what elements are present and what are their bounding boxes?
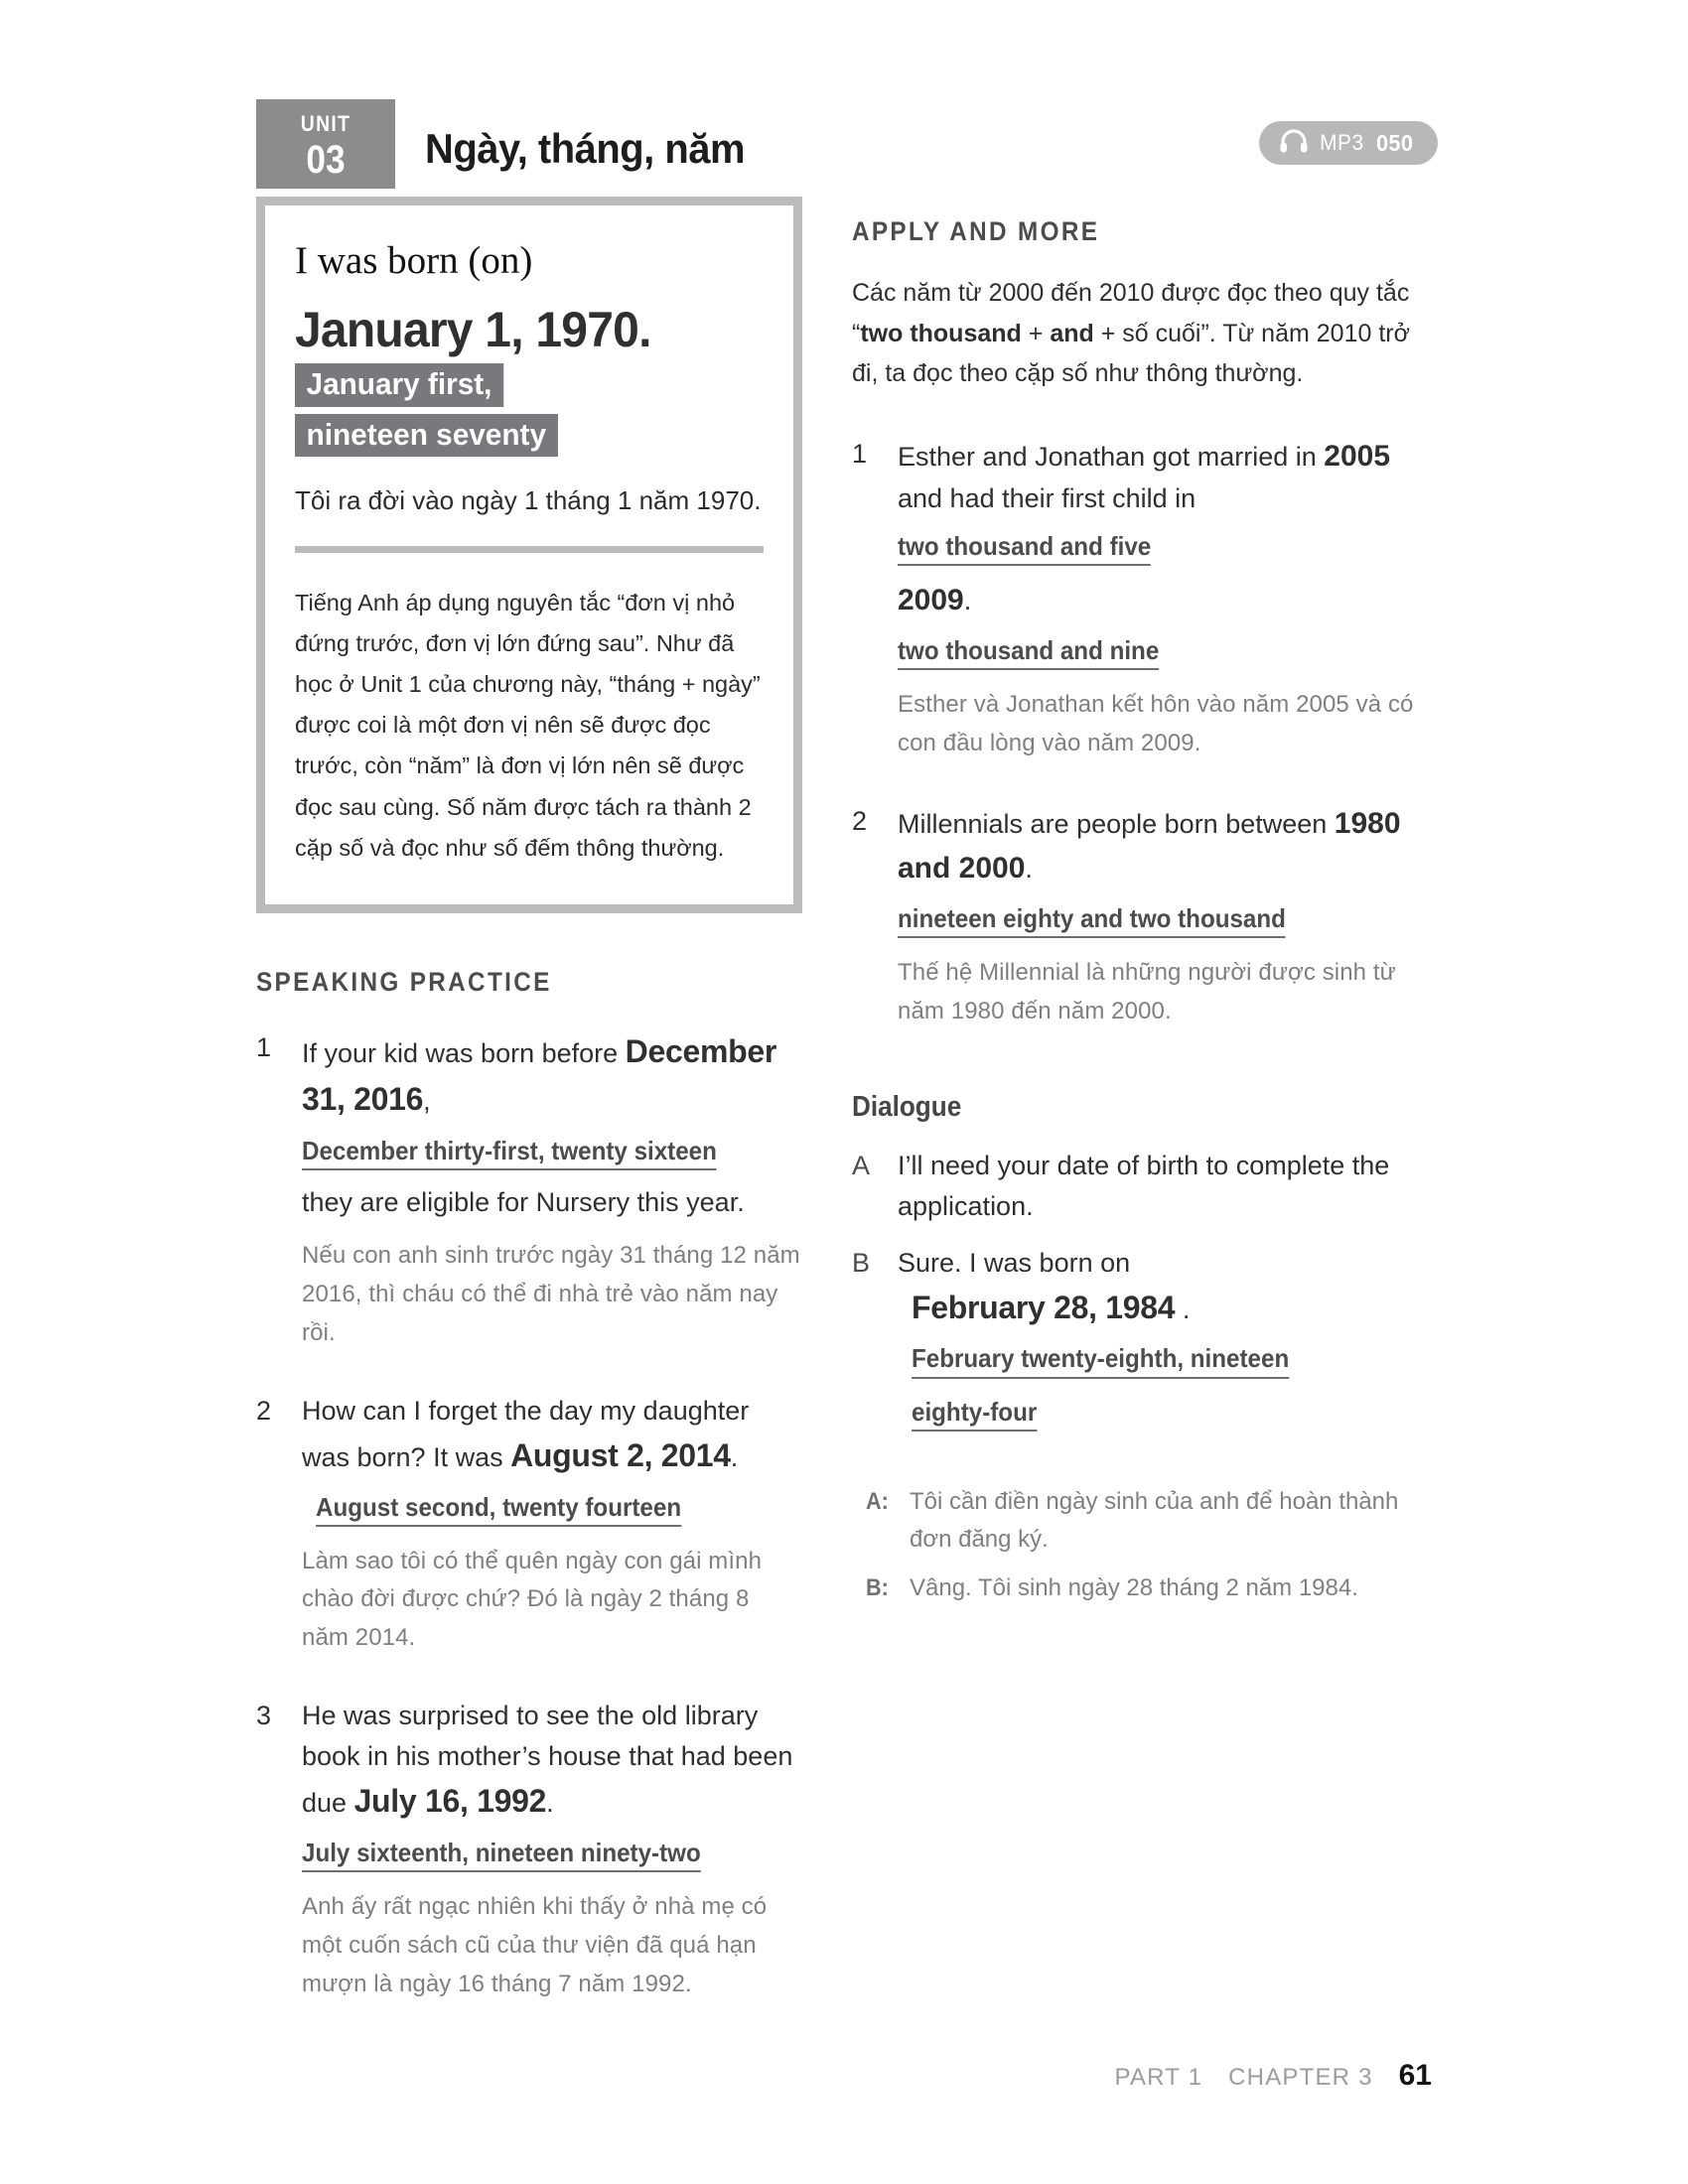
pronunciation-block bbox=[898, 629, 1418, 672]
pronunciation-text: December thirty-first, twenty sixteen bbox=[302, 1134, 717, 1170]
item-translation: Thế hệ Millennial là những người được sinh từ năm 1980 đến năm 2000. bbox=[898, 958, 1396, 1024]
dialogue-speaker: A bbox=[852, 1150, 871, 1180]
translation-speaker: A: bbox=[866, 1487, 889, 1515]
item-number: 1 bbox=[256, 1031, 272, 1062]
item-number: 2 bbox=[256, 1395, 272, 1426]
sentence-mid: and had their first child in bbox=[898, 483, 1196, 514]
sentence-text: He was surprised to see the old library book in his mother’s house that had been due bbox=[302, 1701, 793, 1819]
item-sentence bbox=[898, 801, 1418, 891]
item-number: 2 bbox=[852, 805, 868, 836]
page-header bbox=[256, 99, 1438, 182]
page-number: 61 bbox=[1398, 2059, 1432, 2092]
pronunciation-text: nineteen eighty and two thousand bbox=[898, 901, 1286, 938]
pronunciation-block bbox=[898, 525, 1418, 568]
speaking-practice-heading: SPEAKING PRACTICE bbox=[256, 966, 552, 997]
right-column bbox=[852, 216, 1418, 1618]
item-number: 3 bbox=[256, 1701, 272, 1731]
translation-text: Tôi cần điền ngày sinh của anh để hoàn thành đơn đăng ký. bbox=[910, 1487, 1399, 1554]
item-translation: Nếu con anh sinh trước ngày 31 tháng 12 năm 2016, thì cháu có thể đi nhà trẻ vào năm nay rồi. bbox=[302, 1242, 800, 1346]
dialogue-date bbox=[898, 1284, 1418, 1332]
sentence-tail: . bbox=[963, 586, 972, 616]
audio-label: MP3 bbox=[1320, 130, 1364, 155]
intro-bold-2: and bbox=[1050, 319, 1094, 347]
pronunciation-line-2-wrap bbox=[295, 414, 764, 457]
dialogue-text: I’ll need your date of birth to complete the application. bbox=[898, 1150, 1390, 1221]
page-title: Ngày, tháng, năm bbox=[425, 125, 745, 172]
footer-chapter: CHAPTER 3 bbox=[1228, 2064, 1373, 2091]
sentence-text: How can I forget the day my daughter was born? It was bbox=[302, 1395, 750, 1472]
item-body bbox=[898, 801, 1418, 1031]
apply-and-more-heading: APPLY AND MORE bbox=[852, 216, 1100, 246]
intro-mid-2: + số cuối”. Từ năm 2010 trở đi, ta đọc theo cặp số như thông thường. bbox=[852, 319, 1410, 387]
sentence-text: Millennials are people born between bbox=[898, 808, 1335, 839]
item-sentence bbox=[302, 1027, 802, 1124]
translation-text: Vâng. Tôi sinh ngày 28 tháng 2 năm 1984. bbox=[910, 1574, 1358, 1602]
item-translation: Anh ấy rất ngạc nhiên khi thấy ở nhà mẹ có một cuốn sách cũ của thư viện đã quá hạn mượn là ngày 16 tháng 7 năm 1992. bbox=[302, 1893, 768, 1997]
dialogue-body bbox=[898, 1243, 1418, 1443]
item-sentence-second bbox=[898, 578, 1418, 623]
item-body bbox=[302, 1696, 802, 2003]
dialogue-line bbox=[852, 1243, 1418, 1443]
pronunciation-line-1-wrap bbox=[295, 363, 764, 406]
year-highlight: 2009 bbox=[898, 584, 964, 617]
item-body bbox=[898, 434, 1418, 763]
pronunciation-block bbox=[898, 897, 1418, 940]
sentence-text: Esther and Jonathan got married in bbox=[898, 441, 1325, 472]
practice-item bbox=[256, 1027, 802, 1353]
item-sentence bbox=[302, 1391, 802, 1480]
apply-item bbox=[852, 434, 1418, 763]
apply-item bbox=[852, 801, 1418, 1031]
audio-track-number: 050 bbox=[1375, 129, 1414, 156]
intro-mid-1: + bbox=[1021, 319, 1051, 347]
date-highlight: August 2, 2014 bbox=[510, 1436, 731, 1473]
feature-date-text: January 1, 1970 bbox=[295, 301, 639, 357]
dialogue-translations bbox=[852, 1483, 1418, 1609]
intro-part-1: Các năm từ 2000 đến 2010 được đọc theo quy tắc “ bbox=[852, 279, 1410, 347]
year-highlight: 2005 bbox=[1324, 439, 1391, 473]
sentence-tail: . bbox=[1025, 854, 1033, 885]
feature-translation: Tôi ra đời vào ngày 1 tháng 1 năm 1970. bbox=[295, 485, 762, 516]
practice-item bbox=[256, 1696, 802, 2003]
dialogue-date-period: . bbox=[1182, 1294, 1191, 1324]
pronunciation-text: eighty-four bbox=[912, 1395, 1037, 1432]
dialogue-translation-line bbox=[866, 1570, 1418, 1608]
pronunciation-block bbox=[898, 1391, 1418, 1433]
unit-number: 03 bbox=[306, 138, 346, 182]
unit-badge bbox=[256, 99, 395, 189]
sentence-tail: , bbox=[423, 1086, 431, 1117]
date-highlight: February 28, 1984 bbox=[912, 1289, 1176, 1325]
footer-part: PART 1 bbox=[1114, 2064, 1203, 2091]
item-sentence bbox=[898, 434, 1418, 520]
item-number: 1 bbox=[852, 438, 868, 469]
dialogue-text: Sure. I was born on bbox=[898, 1247, 1131, 1278]
audio-badge[interactable] bbox=[1259, 121, 1438, 165]
divider bbox=[295, 546, 764, 553]
feature-date bbox=[295, 301, 745, 357]
sentence-tail: . bbox=[546, 1788, 554, 1819]
practice-item bbox=[256, 1391, 802, 1658]
dialogue-speaker: B bbox=[852, 1247, 871, 1278]
pronunciation-text: February twenty-eighth, nineteen bbox=[912, 1341, 1289, 1378]
date-highlight: July 16, 1992 bbox=[353, 1783, 547, 1820]
left-column bbox=[256, 197, 802, 2042]
page-footer bbox=[1115, 2059, 1432, 2093]
pronunciation-block bbox=[302, 1832, 802, 1874]
year-highlight: 1980 and 2000 bbox=[898, 806, 1401, 886]
headphones-icon bbox=[1279, 129, 1309, 158]
sentence-tail: . bbox=[730, 1441, 739, 1472]
intro-bold-1: two thousand bbox=[860, 319, 1022, 347]
pronunciation-highlight: January first, bbox=[295, 363, 503, 406]
pronunciation-block bbox=[302, 1486, 802, 1529]
sentence-text: If your kid was born before bbox=[302, 1037, 626, 1068]
pronunciation-block bbox=[302, 1130, 802, 1172]
feature-box bbox=[256, 197, 802, 913]
unit-label: UNIT bbox=[300, 111, 352, 136]
pronunciation-text: August second, twenty fourteen bbox=[316, 1490, 681, 1527]
item-translation: Esther và Jonathan kết hôn vào năm 2005 và có con đầu lòng vào năm 2009. bbox=[898, 690, 1414, 756]
item-body bbox=[302, 1027, 802, 1353]
translation-speaker: B: bbox=[866, 1574, 889, 1602]
feature-prompt: I was born (on) bbox=[295, 239, 533, 282]
item-body bbox=[302, 1391, 802, 1658]
feature-date-period: . bbox=[638, 301, 651, 357]
item-sentence bbox=[302, 1696, 802, 1826]
dialogue-heading: Dialogue bbox=[852, 1090, 962, 1123]
item-sentence-continued: they are eligible for Nursery this year. bbox=[302, 1187, 745, 1218]
apply-intro-paragraph bbox=[852, 273, 1418, 394]
dialogue-line bbox=[852, 1146, 1418, 1227]
pronunciation-text: two thousand and nine bbox=[898, 633, 1159, 670]
pronunciation-block bbox=[898, 1337, 1418, 1380]
pronunciation-highlight: nineteen seventy bbox=[295, 414, 558, 457]
item-translation: Làm sao tôi có thể quên ngày con gái mình chào đời được chứ? Đó là ngày 2 tháng 8 năm 2014. bbox=[302, 1547, 763, 1652]
dialogue-translation-line bbox=[866, 1483, 1418, 1561]
feature-note: Tiếng Anh áp dụng nguyên tắc “đơn vị nhỏ đứng trước, đơn vị lớn đứng sau”. Như đã học ở Unit 1 của chương này, “tháng + ngày” được coi là một đơn vị nên sẽ được đọc trước, còn “năm” là đơn vị lớn nên sẽ được đọc sau cùng. Số năm được tách ra thành 2 cặp số và đọc như số đếm thông thường. bbox=[295, 589, 761, 861]
date-highlight: December 31, 2016 bbox=[302, 1032, 777, 1118]
pronunciation-text: July sixteenth, nineteen ninety-two bbox=[302, 1836, 701, 1872]
pronunciation-text: two thousand and five bbox=[898, 529, 1151, 566]
